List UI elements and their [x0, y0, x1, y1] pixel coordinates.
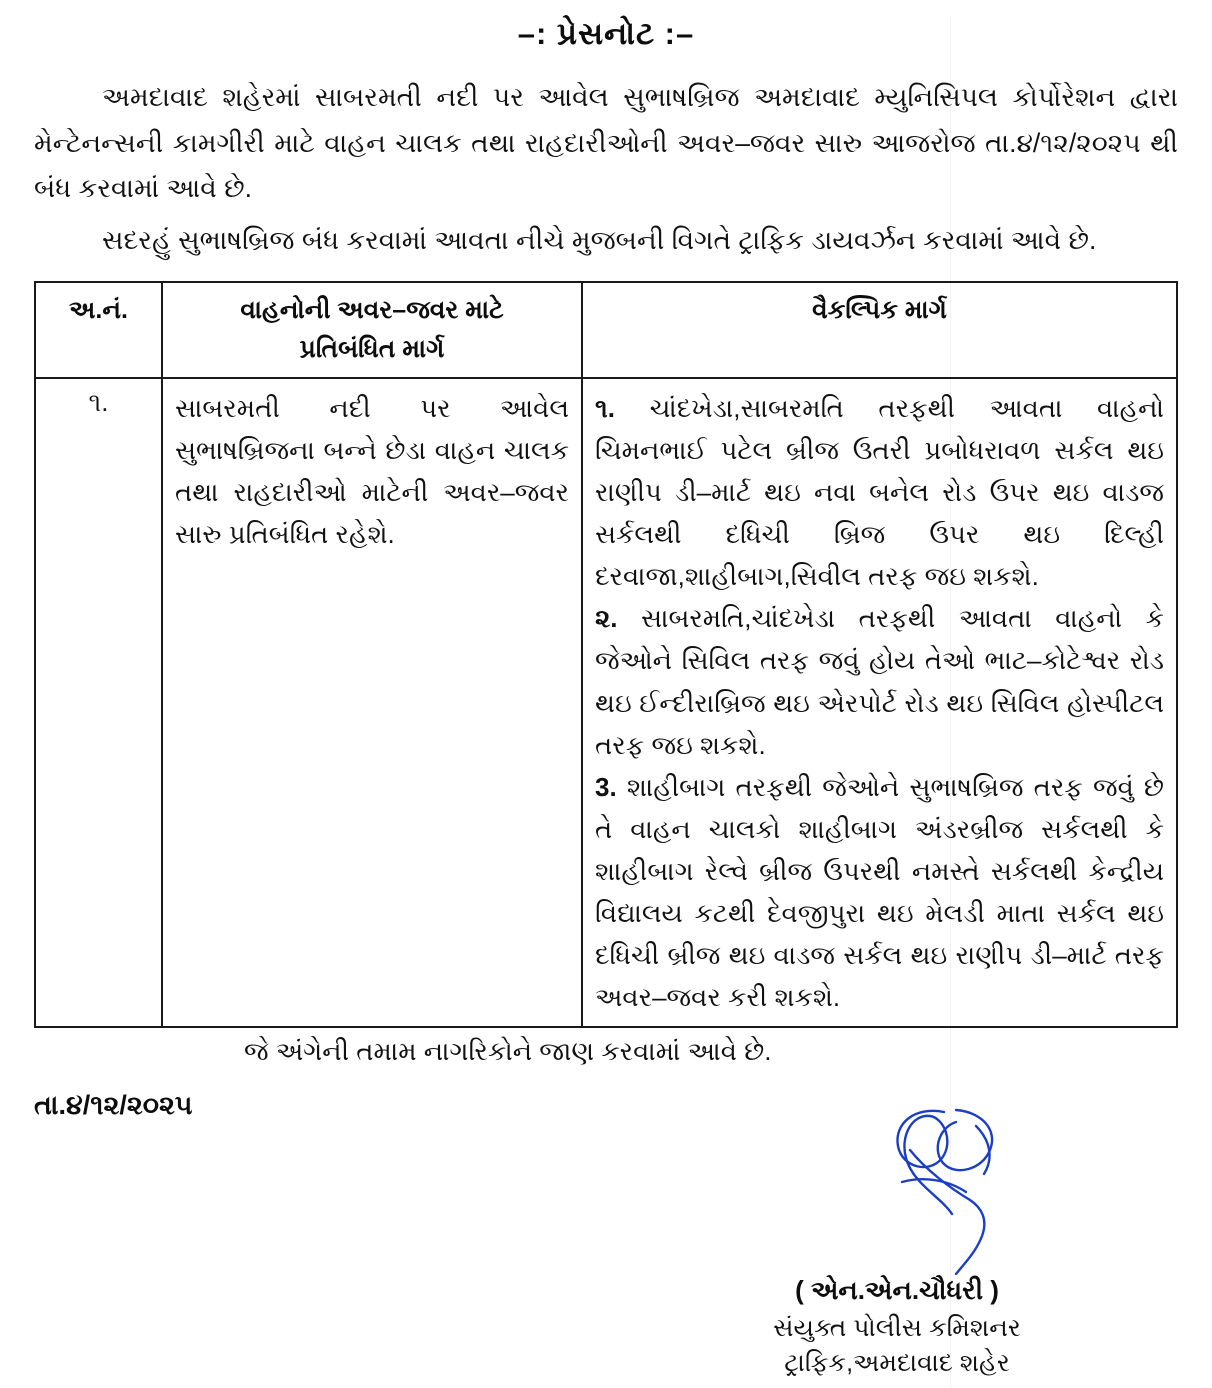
press-note-document: [0, 16, 1212, 1388]
paragraph-1: અમદાવાદ શહેરમાં સાબરમતી નદી પર આવેલ સુભાષબ્રિજ અમદાવાદ મ્યુનિસિપલ કોર્પોરેશન દ્વારા મેન્ટેનન્સની કામગીરી માટે વાહન ચાલક તથા રાહદારીઓની અવર–જવર સારુ આજરોજ તા.૪/૧૨/૨૦૨૫ થી બંધ કરવામાં આવે છે.: [34, 82, 1178, 204]
traffic-diversion-table: [34, 281, 1178, 1028]
signature-block: [682, 1273, 1112, 1380]
row-alternate-route-list: [582, 378, 1177, 1028]
alternate-item-marker: 3.: [595, 771, 617, 802]
column-header-alternate-route: વૈકલ્પિક માર્ગ: [582, 282, 1177, 378]
alternate-item-text: શાહીબાગ તરફથી જેઓને સુભાષબ્રિજ તરફ જવું છે તે વાહન ચાલકો શાહીબાગ અંડરબ્રીજ સર્કલથી કે શાહીબાગ રેલ્વે બ્રીજ ઉપરથી નમસ્તે સર્કલથી કેન્દ્રીય વિદ્યાલય કટથી દેવજીપુરા થઇ મેલડી માતા સર્કલ થઇ દધિચી બ્રીજ થઇ વાડજ સર્કલ થઇ રાણીપ ડી–માર્ટ તરફ અવર–જવર કરી શકશે.: [595, 771, 1164, 1013]
column-header-restricted-line1: વાહનોની અવર–જવર માટે: [240, 296, 504, 325]
alternate-route-item: [595, 766, 1164, 1019]
paragraph-2: સદરહું સુભાષબ્રિજ બંધ કરવામાં આવતા નીચે મુજબની વિગતે ટ્રાફિક ડાયવર્ઝન કરવામાં આવે છે.: [102, 224, 1097, 255]
table-header-row: [35, 282, 1177, 378]
handwritten-signature: [886, 1096, 1036, 1276]
column-header-restricted-route: [162, 282, 582, 378]
alternate-item-text: ચાંદખેડા,સાબરમતિ તરફથી આવતા વાહનો ચિમનભાઈ પટેલ બ્રીજ ઉતરી પ્રબોધરાવળ સર્કલ થઇ રાણીપ ડી–માર્ટ થઇ નવા બનેલ રોડ ઉપર થઇ વાડજ સર્કલથી દધિચી બ્રિજ ઉપર થઇ દિલ્હી દરવાજા,શાહીબાગ,સિવીલ તરફ જઇ શકશે.: [595, 392, 1164, 592]
table-row: [35, 378, 1177, 1028]
alternate-route-item: [595, 387, 1164, 598]
row-restricted-route-text: સાબરમતી નદી પર આવેલ સુભાષબ્રિજના બન્ને છેડા વાહન ચાલક તથા રાહદારીઓ માટેની અવર–જવર સારુ પ્રતિબંધિત રહેશે.: [162, 378, 582, 1028]
row-serial-number: ૧.: [35, 378, 162, 1028]
scan-artifact-line: [950, 16, 951, 1388]
alternate-route-item: [595, 597, 1164, 765]
closing-note: જે અંગેની તમામ નાગરિકોને જાણ કરવામાં આવે છે.: [244, 1036, 772, 1067]
signatory-name: ( એન.એન.ચૌધરી ): [795, 1275, 999, 1306]
page-title: –: પ્રેસનોટ :–: [517, 16, 695, 51]
alternate-item-marker: ૧.: [595, 392, 615, 423]
alternate-item-text: સાબરમતિ,ચાંદખેડા તરફથી આવતા વાહનો કે જેઓને સિવિલ તરફ જવું હોય તેઓ ભાટ–કોટેશ્વર રોડ થઇ ઈન્દીરાબ્રિજ થઇ એરપોર્ટ રોડ થઇ સિવિલ હોસ્પીટલ તરફ જઇ શકશે.: [595, 603, 1164, 760]
signatory-designation-line2: ટ્રાફિક,અમદાવાદ શહેર: [784, 1348, 1010, 1377]
column-header-restricted-line2: પ્રતિબંધિત માર્ગ: [299, 335, 445, 364]
column-header-serial: અ.નં.: [35, 282, 162, 378]
date-line: તા.૪/૧૨/૨૦૨૫: [34, 1090, 193, 1121]
alternate-item-marker: ૨.: [595, 603, 618, 634]
signatory-designation-line1: સંયુક્ત પોલીસ કમિશનર: [773, 1314, 1021, 1342]
